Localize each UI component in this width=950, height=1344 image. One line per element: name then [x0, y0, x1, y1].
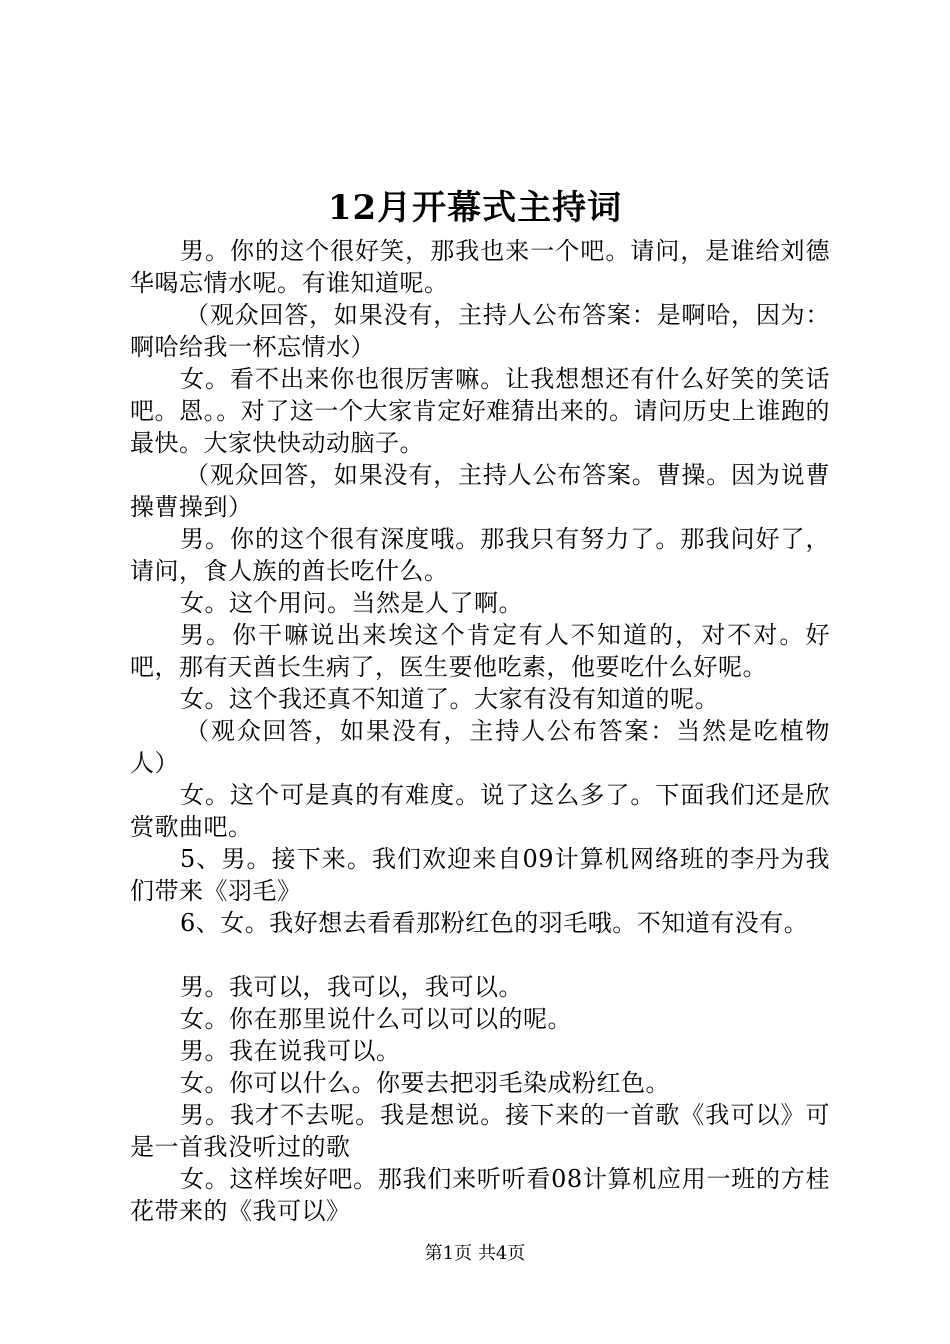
- paragraph: （观众回答，如果没有，主持人公布答案。曹操。因为说曹操曹操到）: [130, 461, 830, 521]
- paragraph: 男。你干嘛说出来埃这个肯定有人不知道的，对不对。好吧，那有天酋长生病了，医生要他吃素，他要吃什么好呢。: [130, 621, 830, 681]
- page-footer: 第1页 共4页: [424, 1243, 526, 1264]
- paragraph: 女。这个我还真不知道了。大家有没有知道的呢。: [180, 685, 719, 713]
- paragraph: 女。这个用问。当然是人了啊。: [180, 589, 523, 617]
- paragraph: 女。看不出来你也很厉害嘛。让我想想还有什么好笑的笑话吧。恩。。对了这一个大家肯定好难猜出来的。请问历史上谁跑的最快。大家快快动动脑子。: [130, 365, 830, 457]
- paragraph: 女。这样埃好吧。那我们来听听看08计算机应用一班的方桂花带来的《我可以》: [130, 1165, 830, 1225]
- paragraph: 男。我在说我可以。: [180, 1037, 401, 1065]
- document-body: [130, 235, 830, 1227]
- paragraph: 男。你的这个很有深度哦。那我只有努力了。那我问好了，请问，食人族的酋长吃什么。: [130, 525, 830, 585]
- paragraph: 6、女。我好想去看看那粉红色的羽毛哦。不知道有没有。: [180, 909, 809, 937]
- paragraph: 女。你可以什么。你要去把羽毛染成粉红色。: [180, 1069, 670, 1097]
- paragraph: （观众回答，如果没有，主持人公布答案：当然是吃植物人）: [130, 717, 830, 777]
- blank-line: [130, 939, 830, 971]
- paragraph: 男。我才不去呢。我是想说。接下来的一首歌《我可以》可是一首我没听过的歌: [130, 1101, 830, 1161]
- paragraph: （观众回答，如果没有，主持人公布答案：是啊哈，因为：啊哈给我一杯忘情水）: [130, 301, 830, 361]
- paragraph: 女。这个可是真的有难度。说了这么多了。下面我们还是欣赏歌曲吧。: [130, 781, 830, 841]
- document-title: 12月开幕式主持词: [327, 188, 623, 228]
- paragraph: 男。你的这个很好笑，那我也来一个吧。请问，是谁给刘德华喝忘情水呢。有谁知道呢。: [130, 237, 830, 297]
- paragraph: 5、男。接下来。我们欢迎来自09计算机网络班的李丹为我们带来《羽毛》: [130, 845, 830, 905]
- paragraph: 女。你在那里说什么可以可以的呢。: [180, 1005, 572, 1033]
- paragraph: 男。我可以，我可以，我可以。: [180, 973, 523, 1001]
